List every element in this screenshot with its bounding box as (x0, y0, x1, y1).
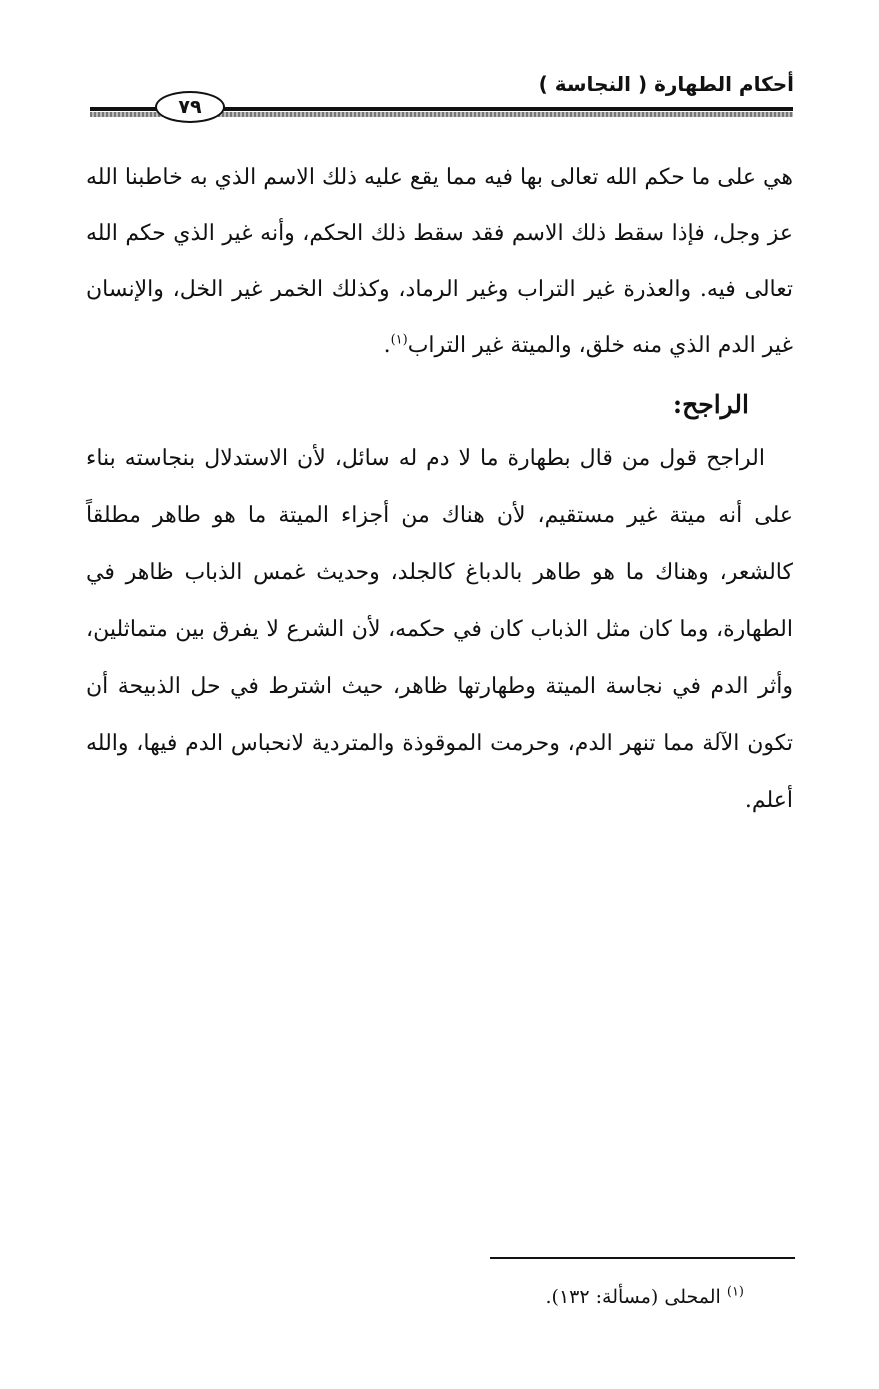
footnote-1-text: المحلى (مسألة: ١٣٢). (545, 1286, 721, 1308)
footnote-separator (490, 1257, 795, 1259)
section-heading: الراجح: (672, 390, 749, 419)
running-header-title: أحكام الطهارة ( النجاسة ) (538, 72, 794, 96)
paragraph-1 (86, 150, 793, 374)
footnote-marker: (١) (390, 332, 408, 348)
paragraph-2: الراجح قول من قال بطهارة ما لا دم له سائل، لأن الاستدلال بنجاسته بناء على أنه ميتة غير مستقيم، لأن هناك من أجزاء الميتة ما هو طاهر مطلقاً كالشعر، وهناك ما هو طاهر بالدباغ كالجلد، وحديث غمس الذباب ظاهر في الطهارة، وما كان مثل الذباب كان في حكمه، لأن الشرع لا يفرق بين متماثلين، وأثر الدم في نجاسة الميتة وطهارتها ظاهر، حيث اشترط في حل الذبيحة أن تكون الآلة مما تنهر الدم، وحرمت الموقوذة والمتردية لانحباس الدم فيها، والله أعلم. (86, 446, 793, 813)
paragraph-1-end: . (383, 333, 391, 358)
footnote-1 (546, 1282, 745, 1312)
paragraph-1-text: هي على ما حكم الله تعالى بها فيه مما يقع عليه ذلك الاسم الذي به خاطبنا الله عز وجل، فإذا سقط ذلك الاسم فقد سقط ذلك الحكم، وأنه غير الذي حكم الله تعالى فيه. والعذرة غير التراب وغير الرماد، وكذلك الخمر غير الخل، والإنسان غير الدم الذي منه خلق، والميتة غير التراب (86, 165, 793, 358)
footnote-1-marker: (١) (726, 1284, 744, 1300)
page-number: ٧٩ (155, 91, 225, 123)
